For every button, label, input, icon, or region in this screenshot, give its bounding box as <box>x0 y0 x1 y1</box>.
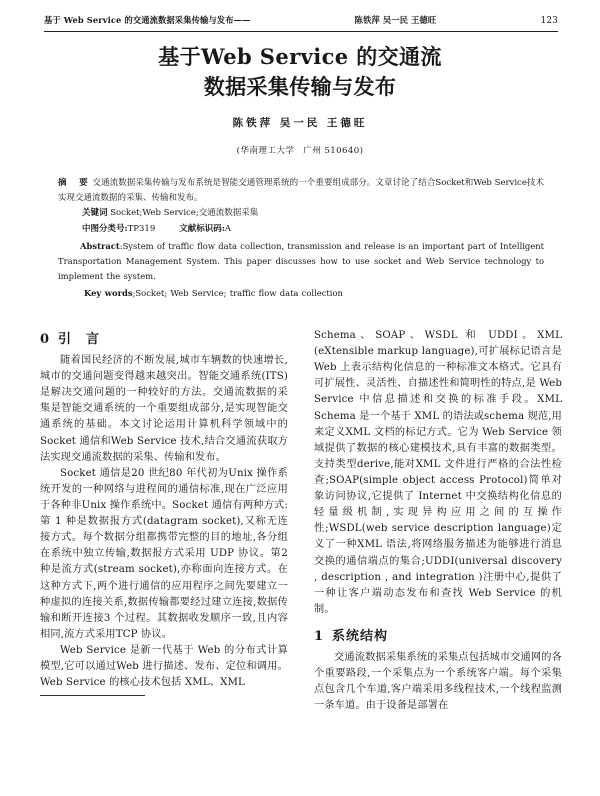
body-columns <box>40 328 562 792</box>
section-number-1: 1 <box>314 628 325 644</box>
keywords-english-text: ;Socket; Web Service; traffic flow data collection <box>132 288 343 299</box>
abstract-chinese <box>58 176 544 205</box>
paragraph: 随着国民经济的不断发展,城市车辆数的快速增长,城市的交通问题变得越来越突出。智能交通系统(ITS)是解决交通问题的一种较好的方法。交通流数据的采集是智能交通系统的一个重要组成部分,是实现智能交通系统的基础。本文讨论运用计算机科学领域中的Socket 通信和Web Service 技术,结合交通流获取方法实现交通流数据的采集、传输和发布。 <box>40 355 288 463</box>
keywords-chinese-text: Socket;Web Service;交通流数据采集 <box>110 208 259 219</box>
section-spacer <box>314 618 562 625</box>
classification-line <box>58 222 544 237</box>
section-title-1: 系统结构 <box>332 628 389 644</box>
paragraph-continued: Schema、SOAP、WSDL 和 UDDI。XML (eXtensible markup language),可扩展标记语言是 Web 上表示结构化信息的一种标准文本格式。它具有可扩展性、灵活性、自描述性和简明性的特点,是 Web Service 中信息描述和交换的标准手段。XML Schema 是一个基于 XML 的语法或schema 规范,用来定义XML 文档的标记方式。它为 Web Service 领域提供了数据的核心建模技术,具有丰富的数据类型。支持类型derive,能对XML 文件进行严格的合法性检查;SOAP(simple object access Protocol)简单对象访问协议,它提供了 Internet 中交换结构化信息的轻量级机制,实现异构应用之间的互操作性;WSDL(web service description language)定义了一种XML 语法,将网络服务描述为能够进行消息交换的通信端点的集合;UDDI(universal discovery , description , and integration )注册中心,提供了一种让客户端动态发布和查找 Web Service 的机制。 <box>314 330 562 615</box>
keywords-chinese <box>58 206 544 221</box>
keywords-english <box>58 286 544 300</box>
doc-code-label: 文献标识码: <box>179 223 225 234</box>
abstract-chinese-label: 摘 要 <box>58 178 90 188</box>
clc-value: TP319 <box>127 223 156 234</box>
paragraph: 交通流数据采集系统的采集点包括城市交通网的各个重要路段,一个采集点为一个系统客户端。每个采集点包含几个车道,客户端采用多线程技术,一个线程监测一条车道。由于设备是部署在 <box>314 651 562 712</box>
right-column <box>314 328 562 792</box>
abstract-english <box>58 239 544 284</box>
paragraph: Web Service 是新一代基于 Web 的分布式计算模型,它可以通过Web 进行描述、发布、定位和调用。Web Service 的核心技术包括 XML、XML <box>40 644 288 689</box>
abstract-block <box>58 176 544 301</box>
footnote-rule <box>40 695 145 696</box>
section-title-0: 引 言 <box>58 332 101 347</box>
abstract-chinese-text: 交通流数据采集传输与发布系统是智能交通管理系统的一个重要组成部分。文章讨论了结合Socket和Web Service技术实现交通流数据的采集、传输和发布。 <box>58 178 544 203</box>
running-head-title: 基于 Web Service 的交通流数据采集传输与发布—— <box>44 15 251 25</box>
section-heading-0 <box>40 328 288 347</box>
abstract-english-label: Abstract <box>80 241 120 252</box>
article-title-line-2: 数据采集传输与发布 <box>203 73 397 99</box>
running-head-authors: 陈铁萍 吴一民 王德旺 <box>354 15 437 25</box>
clc-label: 中图分类号: <box>82 223 128 234</box>
keywords-chinese-label: 关键词 <box>82 208 108 219</box>
section-number-0: 0 <box>40 332 51 347</box>
author-list: 陈铁萍 吴一民 王德旺 <box>232 116 368 129</box>
header-rule <box>44 31 558 32</box>
doc-code-value: A <box>224 223 231 234</box>
affiliation: (华南理工大学 广州 510640) <box>236 145 364 156</box>
running-head <box>44 14 558 26</box>
left-column <box>40 328 288 792</box>
abstract-english-text: :System of traffic flow data collection, transmission and release is an important part of Intelligent Transportation Management System. This paper discusses how to use socket and Web Service technology to implement the system. <box>58 241 544 282</box>
page-number: 123 <box>540 16 558 26</box>
section-heading-1 <box>314 625 562 644</box>
article-title-line-1: 基于Web Service 的交通流 <box>158 44 442 69</box>
title-block <box>0 42 600 156</box>
keywords-english-label: Key words <box>84 288 133 299</box>
paragraph: Socket 通信是20 世纪80 年代初为Unix 操作系统开发的一种网络与进程间的通信标准,现在广泛应用于各种非Unix 操作系统中。Socket 通信有两种方式:第 1 种是数据报方式(datagram socket),又称无连接方式。每个数据分组都携带完整的目的地址,各分组在系统中独立传输,数据报方式采用 UDP 协议。第2 种是流方式(stream socket),亦称面向连接方式。在这种方式下,两个进行通信的应用程序之间先要建立一种虚拟的连接关系,数据传输都要经过建立连接,数据传输和断开连接3 个过程。其数据收发顺序一致,且内容相同,流方式采用TCP 协议。 <box>40 467 288 640</box>
